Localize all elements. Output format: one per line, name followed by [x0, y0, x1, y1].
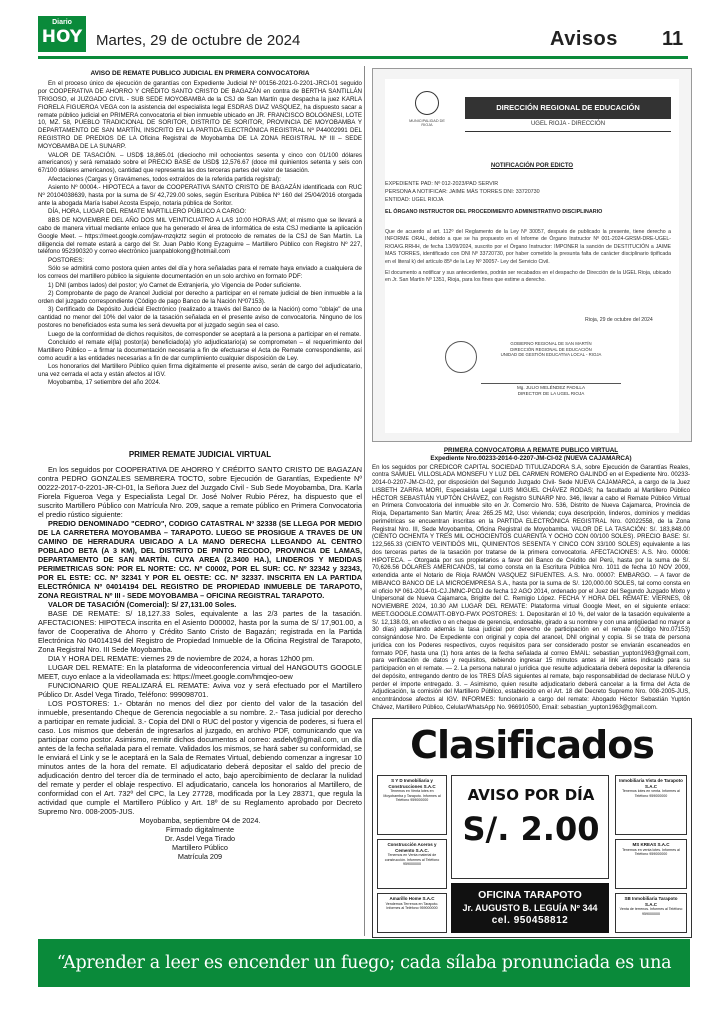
notice-remate-primera-convocatoria: [38, 70, 362, 445]
notice-paragraph: Concluido el remate el(la) postor(a) beneficiado(a) y/o adjudicatario(a) se comprometen – el requerimiento del Martillero Público – a firmar la documentación necesaria a fin de efectuarse el Acta de Remate correspondiente, así como acudir a las entidades necesarias a fin de dar cumplimiento cualquier disposición de Ley.: [38, 338, 362, 362]
signature-line: Moyobamba, septiembre 04 de 2024.: [139, 816, 261, 825]
stamp-line: DIRECCIÓN REGIONAL DE EDUCACIÓN: [510, 346, 592, 352]
notice-paragraph: En los seguidos por COOPERATIVA DE AHORRO Y CRÉDITO SANTO CRISTO DE BAGAZAN contra PEDRO GONZALES SEMBRERA TOCTO, sobre Ejecución de Garantías, Expediente Nº 00222-2017-0-2201-JR-CI-01, la Señora Juez del Juzgado Civil - Sub Sede Moyobamba, Dra. Karla Fiorela Figueroa Vega y Especialista Legal Dr. José Nolver Rubio Pérez, ha dispuesto que el suscrito Martillero Público con Matrícula Nro. 209, saque a remate público en Primera Convocatoria el predio rústico siguiente:: [38, 465, 362, 519]
signature-line: Martillero Público: [172, 843, 228, 852]
notice-paragraph: Moyobamba, 17 setiembre del año 2024.: [48, 379, 161, 387]
newspaper-logo: [38, 16, 86, 52]
notice-paragraph: LUGAR DEL REMATE: En la plataforma de videoconferencia virtual del HANGOUTS GOOGLE MEET, cuyo enlace a la videollamada es: https://meet.google.com/hmqjeo-oew: [38, 663, 362, 681]
notice-primer-remate-virtual: [38, 450, 362, 950]
ad-text: Tenemos en venta lotes. Informes al Teléfono 959000000: [622, 847, 680, 856]
ad-name: SB Inmobiliaria Tarapoto S.A.C: [624, 896, 678, 907]
notice-paragraph: 1) DNI (ambos lados) del postor; y/o Carnet de Extranjería, y/o Vigencia de Poder suficiente.: [48, 281, 302, 289]
ad-name: Construcción Aceros y Cemento S.A.C.: [387, 842, 437, 853]
signer: [481, 383, 621, 397]
issue-date: Martes, 29 de octubre de 2024: [96, 32, 301, 49]
notice-paragraph: Asiento Nº 00004.- HIPOTECA a favor de COOPERATIVA SANTO CRISTO DE BAGAZÁN identificada con RUC Nº 20104038639, hasta por la suma de S/ 42,729.00 soles, según Escritura Pública Nº 160 del 25/04/2016 otorgada ante la abogada María Isabel Acosta Espejo, notaria pública de Soritor.: [38, 184, 362, 207]
ad-text: Tenemos en Venta lotes en Moyobamba y Tarapoto. Informes al Teléfono 959000000: [383, 789, 441, 802]
stamp-line: UNIDAD DE GESTIÓN EDUCATIVA LOCAL - RIOJA: [500, 352, 602, 358]
notice-paragraph: Luego de la conformidad de dichos requisitos, de corresponder se aceptará a la persona a participar en el remate.: [48, 330, 362, 338]
header-rule: [38, 56, 688, 59]
page-number: 11: [662, 28, 684, 50]
notice-paragraph: 2) Comprobante de pago de Arancel Judicial por derecho a participar en el remate judicial de bien inmueble a la orden del juzgado correspondiente (Código de pago Banco de la Nación Nº07153).: [38, 289, 362, 305]
classified-ad: [615, 775, 687, 835]
notice-paragraph: BASE DE REMATE: S/ 18,127.33 Soles, equivalente a las 2/3 partes de la tasación. AFECTACIONES: HIPOTECA inscrita en el Asiento D00002, hasta por la suma de S/ 17,901.00, a favor de Cooperativa de Ahorro y Crédito Santo Cristo de Bagazán; registrada en la Partida Electrónica No 04014194 del Registro de Propiedad Inmueble de la Oficina Registral de Tarapoto, Zona Registral Nro. III Sede Moyobamba.: [38, 609, 362, 654]
signature-line: Matrícula 209: [177, 852, 223, 861]
edict-meta-line: ENTIDAD: UGEL RIOJA: [385, 197, 444, 203]
price-box: [451, 775, 609, 879]
notice-paragraph: Sólo se admitirá como postora quien antes del día y hora señaladas para el remate haya enviado a cualquiera de los correos del martillero público la siguiente documentación en un solo archivo en formato PDF:: [38, 265, 362, 281]
office-address: Jr. AUGUSTO B. LEGUÍA Nº 344: [462, 903, 598, 913]
price-label: AVISO POR DÍA: [467, 786, 595, 804]
signature-line: Firmado digitalmente: [165, 825, 235, 834]
ad-name: MS KREAS S.A.C: [632, 842, 670, 847]
ad-text: Tenemos en Venta material de construcción. Informes al Teléfono 959000000: [384, 853, 440, 866]
official-seal-icon: [445, 341, 477, 373]
notice-paragraph: En los seguidos por CREDICOR CAPITAL SOCIEDAD TITULIZADORA S.A, sobre Ejecución de Garantías Reales, contra SAMUEL VILLOSLADA MONSEFU Y LUZ DEL CARMEN ROMERO GALINDO en el Expediente Nro. 00233-2014-0-2207-JM-CI-02, por disposición del Segundo Juzgado Civil- Sede NUEVA CAJAMARCA, a cargo de la Juez LISBETH ZARRIA MORI, Especialista Legal LUIS MIGUEL CHÁVEZ RODAS; ha facultado al Martillero Público HÉCTOR SEBASTIÁN YUPTÓN CHÁVEZ, con Registro SUNARP Nro. 346, llevar a cabo el Remate Público Virtual en Primera Convocatoria del inmueble sito en Jr. Comercio Nro. 536, Distrito de Nueva Cajamarca, Provincia de Rioja, Departamento San Martín; Área: 265.25 M2, Uso: vivienda; cuya descripción, linderos, dominios y medidas perimétricas se encuentran inscritas en la PARTIDA ELECTRÓNICA REGISTRAL Nro. 02022558, de la Zona Registral Nro. III, Sede Moyobamba, Oficina Registral de Moyobamba. VALOR DE LA TASACIÓN: S/. 183,848.00 (CIENTO OCHENTA Y TRES MIL OCHOCIENTOS CUARENTA Y OCHO CON 00/100 SOLES). PRECIO BASE: S/. 122,565.33 (CIENTO VEINTIDÓS MIL, QUINIENTOS SESENTA Y CINCO CON 33/100 SOLES) equivalente a las dos terceras partes de la tasación por tratarse de la primera convocatoria. AFECTACIONES: A.S. Nro. 00006: HIPOTECA. – Otorgada por sus propietarios a favor del Banco de Crédito del Perú, hasta por la suma de S/. 70,626.56 DÓLARES AMERICANOS, tal como consta en la Escritura Pública Nro. 1011 de fecha 10 NOV 2009, extendida ante el Notario de Rioja RAMÓN VASQUEZ SIFUENTES. A.S. Nro. 00007: EMBARGO. – A favor de MIBANCO BANCO DE LA MICROEMPRESA S.A., hasta por la suma de S/. 120,000.00 SOLES, tal como consta en el oficio Nº 061-2014-01-CJ.JMNC-PCDJ de fecha 12 AGO 2014, ordenado por el Juez del Segundo Juzgado Mixto y Unipersonal de Nueva Cajamarca, Brigitte del C. Remigio López. FECHA Y HORA DEL REMATE: VIERNES, 08 NOVIEMBRE 2024, 10.30 AM LUGAR DEL REMATE: Plataforma virtual Google Meet, en el siguiente enlace: MEET.GOOGLE.COM/ATT-OBYO-FWX POSTORES: 1. Depositarán el 10 %, del valor de la tasación equivalente a S/. 12,138.03, en efectivo o en cheque de gerencia, endosable, girado a su nombre y con una antigüedad no mayor a 30 días) adjuntando además la tasa judicial por derecho de participación en el remate (Código Nro.07153) consignándose Nro. De Expediente con original y copia del arancel, DNI original y copia. Si se trata de persona jurídica con los Poderes respectivos, cuyos requisitos para ser considerado postor se enviarán escaneados en formato PDF, hasta una (1) hora antes de la fecha señalada al correo EMAIL: sebastian_yupton1963@gmail.com, para verificación de datos y requisitos, debiendo ingresar 15 minutos antes al link antes indicado para su participación en el remate. — 2. La persona natural o jurídica que resulte adjudicataria deberá depositar la diferencia del depósito, entregando dentro de los TRES DÍAS siguientes al remate, bajo responsabilidad de declarase NULO y perder el importe entregado. 3. – Asimismo, quien resulte adjudicatario deberá cancelar a la firma del Acta de Adjudicación, la comisión del Martillero Público, establecido en el Art. 18 del Decreto Supremo Nro. 008-2005-JUS, encontrándose afectos al IGV. INFORMES: funcionario a cargo del remate: Abogado Héctor Sebastián Yuptón Chávez, Martillero Público, Celular/WhatsApp No. 966910500, Email: sebastian_yupton1963@gmail.com.: [372, 463, 690, 711]
signer-name: Mg. JULIO MELÉNDEZ PADILLA: [516, 385, 586, 390]
notice-paragraph: FUNCIONARIO QUE REALIZARÁ EL REMATE: Aviva voz y será efectuado por el Martillero Público Dr. Asdel Vega Tirado, Teléfono: 999098701.: [38, 681, 362, 699]
notice-paragraph: DIA Y HORA DEL REMATE: viernes 29 de noviembre de 2024, a horas 12h00 pm.: [48, 654, 315, 663]
edict-meta: [385, 180, 679, 204]
logo-main-text: HOY: [41, 27, 83, 47]
logo-small-text: Diario: [52, 19, 72, 26]
section-name: Avisos: [550, 28, 618, 50]
notice-paragraph: Afectaciones (Cargas y Gravámenes, todos extraídos de la referida partida registral):: [48, 175, 281, 183]
edict-paragraph: Que de acuerdo al art. 112º del Reglamento de la Ley Nº 30057, después de publicado la presente, tiene derecho a INFORME ORAL, debido a que se ha propuesto en el Informe de Órgano Instructor Nº 001-2024-GRSM-DRE-UGEL-R/OA/G.RRHH, de fecha 13/09/2024, suscrito por el Órgano Instructor: IMPONER la sanción de DESTITUCIÓN a JAIME MAS TORRES, identificado con DNI Nº 33720730, por haber cometido la presunta falta de carácter disciplinario tipificada en el literal k) del artículo 85º de la Ley Nº 30057- Ley del Servicio Civil.: [385, 229, 671, 265]
classified-ad: [615, 839, 687, 889]
edict-body: [385, 229, 671, 285]
quote-banner: “Aprender a leer es encender un fuego; cada sílaba pronunciada es una chispa”.: [38, 939, 690, 987]
agency-band: DIRECCIÓN REGIONAL DE EDUCACIÓN: [465, 97, 671, 119]
municipal-shield-icon: [415, 91, 439, 115]
ad-text: Tenemos lotes en venta. Informes al Teléfono 959000000: [622, 789, 680, 798]
notice-paragraph: 8BS DE NOVIEMBRE DEL AÑO DOS MIL VEINTICUATRO A LAS 10:00 HORAS AM; el mismo que se llevará a cabo de manera virtual mediante enlace que ha generado el área de informática de esta CSJ mediante la aplicación Google Meet. – https://meet.google.com/jaw-mzqkztz según el protocolo de remates de la CSJ de San Martín. La diligencia del remate estará a cargo del Sr. Juan Pablo Kong Eyzaguirre – Martillero Público con Registro Nº 227, teléfono 952390320 y correo electrónico juanpablokong@hotmail.com: [38, 216, 362, 256]
office-name: OFICINA TARAPOTO: [478, 889, 582, 901]
edict-organ: EL ÓRGANO INSTRUCTOR DEL PROCEDIMIENTO ADMINISTRATIVO DISCIPLINARIO: [385, 209, 603, 215]
notice-paragraph: En el proceso único de ejecución de garantías con Expediente Judicial Nº 00156-2021-0-2201-JRCI-01 seguido por COOPERATIVA DE AHORRO Y CRÉDITO SANTO CRISTO DE BAGAZÁN en contra de BERTHA SANTILLÁN TRIGOSO, el JUZGADO CIVIL - SUB SEDE MOYOBAMBA de la CSJ de San Martín que despacha la juez KARLA FIORELA FIGUEROA VEGA con la asistencia del especialista legal ESDRAS DIAZ VASQUEZ, ha dispuesto sacar a remate público judicial en PRIMERA convocatoria el bien inmueble ubicado en JR. FRANCISCO BOLOGNESI, LOTE 10, MZ. 58, PUEBLO TRADICIONAL DE SORITOR, DISTRITO DE SORITOR, PROVINCIA DE MOYOBAMBA Y DEPARTAMENTO DE SAN MARTÍN, INSCRITO EN LA PARTIDA ELECTRÓNICA REGISTRAL Nº P44002991 DEL REGISTRO DE PREDIOS DE LA Oficina Registral de Moyobamba DE LA ZONA REGISTRAL Nº III – SEDE MOYOBAMBA DE LA SUNARP.: [38, 79, 362, 151]
edict-paragraph: El documento a notificar y sus antecedentes, podrán ser recabados en el despacho de Dirección de la UGEL Rioja, ubicado en Jr. San Martín Nº 1351, Rioja, para los fines que estime a derecho.: [385, 270, 671, 284]
classified-ad: [377, 775, 447, 835]
notice-paragraph: 3) Certificado de Depósito Judicial Electrónico (realizado a través del Banco de la Nación) como "oblaje" de una cantidad no menor del 10% del valor de la tasación señalada en el presente aviso de convocatoria. Ninguno de los postores no beneficiados esta suma les será devuelta por el juzgado según sea el caso.: [38, 306, 362, 330]
municipality-name: MUNICIPALIDAD DE RIOJA: [409, 119, 445, 127]
official-stamp: [481, 341, 621, 358]
ad-text: Venta de terrenos. Informes al Teléfono 959000000: [619, 907, 683, 916]
notice-paragraph: VALOR DE TASACIÓN. – USD$ 18,865.01 (dieciocho mil ochocientos sesenta y cinco con 01/100 dólares americanos) y será rematado sobre el PRECIO BASE de USD$ 12,576.67 (doce mil quinientos setenta y seis con 67/100 dólares americanos), cantidad que representa las dos terceras partes del valor de tasación.: [38, 151, 362, 175]
notice-paragraph: POSTORES:: [48, 256, 84, 264]
agency-rule: [465, 131, 671, 132]
stamp-line: GOBIERNO REGIONAL DE SAN MARTÍN: [510, 341, 592, 346]
ad-name: Inmobiliaria Vista de Tarapoto S.A.C: [619, 778, 683, 789]
ad-name: S Y D Inmobiliaria y Construcciones S.A.C: [388, 778, 436, 789]
scanned-edict-document: [372, 68, 692, 442]
signer-title: DIRECTOR DE LA UGEL RIOJA: [517, 391, 585, 396]
classifieds-title: Clasificados: [410, 723, 654, 767]
notice-title: PRIMERA CONVOCATORIA A REMATE PÚBLICO VIRTUAL: [443, 447, 619, 454]
office-box: [451, 883, 609, 933]
notice-paragraph: VALOR DE TASACIÓN (Comercial): S/ 27,131.00 Soles.: [48, 600, 237, 609]
classified-ad: [377, 839, 447, 889]
notice-paragraph: PREDIO DENOMINADO "CEDRO", CODIGO CATASTRAL Nº 32338 (SE LLEGA POR MEDIO DE LA CARRETERA MOYOBAMBA – TARAPOTO. LUEGO SE PROSIGUE A TRAVES DE UN CAMINO DE HERRADURA UBICADO A LA MANO DERECHA LLEGANDO AL CENTRO POBLADO BETA (A 3 KM), DEL DISTRITO DE PINTO RECODO, PROVINCIA DE LAMAS, DEPARTAMENTO DE SAN MARTÍN. CUYA AREA (2.3400 HA.), LINDEROS Y MEDIDAS PERIMETRICAS SON: POR EL NORTE: CC. Nº C0002, POR EL SUR: CC. Nº 32342 y 32343, POR EL ESTE: CC. Nº 32341 Y POR EL OESTE: CC. Nº 32337. INSCRITA EN LA PARTIDA ELECTRÓNICA Nº 04014194 DEL REGISTRO DE PROPIEDAD INMUEBLE DE TARAPOTO, ZONA REGISTRAL Nº III - SEDE MOYOBAMBA – OFICINA REGISTRAL TARAPOTO.: [38, 519, 362, 600]
notice-paragraph: Los honorarios del Martillero Público quien firma digitalmente el presente aviso, serán de cargo del adjudicatario, una vez cerrada el acta y están afectos al IGV.: [38, 363, 362, 379]
column-divider: [364, 66, 365, 936]
signature-line: Dr. Asdel Vega Tirado: [164, 834, 236, 843]
notice-subtitle: Expediente Nro.00233-2014-0-2207-JM-CI-02 (NUEVA CAJAMARCA): [430, 454, 632, 462]
classified-ad: [377, 893, 447, 933]
notice-title: AVISO DE REMATE PÚBLICO JUDICIAL EN PRIMERA CONVOCATORIA: [90, 70, 310, 77]
edict-meta-line: EXPEDIENTE PAD: Nº 012-2023/PAD SERVIR: [385, 181, 499, 187]
ad-name: Amarillo Home S.A.C: [389, 896, 435, 901]
notice-title: PRIMER REMATE JUDICIAL VIRTUAL: [128, 450, 272, 459]
price-value: S/. 2.00: [462, 810, 600, 848]
edict-title: NOTIFICACIÓN POR EDICTO: [490, 163, 574, 169]
notice-paragraph: LOS POSTORES: 1.- Obtarán no menos del diez por ciento del valor de la tasación del inmueble, presentando Cheque de Gerencia negociable a su nombre. 2.- Tasa judicial por derecho a participar en remate judicial. 3.- Copia del DNI o RUC del postor y vigencia de poderes, si fuera el caso. Los mismos que deberán de ingresarlos al juzgado, en archivo PDF, comunicando que va participar como postor. Asimismo, remitir dichos documentos al correo: asdelvt@gmail.com, un día antes de la fecha señalada para el remate. Validados los mismos, se hará saber su conformidad, se le enviará el Link y se le aceptará en la Sala de Remates Virtual, debiendo comenzar a ingresar 10 minutos antes de la hora del remate. El adjudicatario deberá depositar el saldo del precio de adjudicación dentro del tercer día de terminado el acto, bajo apercibimiento de declarar la nulidad del remate y perder el oblaje respectivo. El adjudicatario, cancela los honorarios al Martillero, de conformidad con el Art. 732º del CPC, la Ley 27728, modificada por la Ley 28371, que regula la actividad que cumple el Martillero Público y Art. 18º de su Reglamento aprobado por Decreto Supremo Nro. 008-2005-JUS.: [38, 699, 362, 816]
notice-remate-nueva-cajamarca: [372, 447, 690, 712]
agency-subtitle: UGEL RIOJA - DIRECCIÓN: [530, 121, 606, 127]
ad-text: Vendemos Terrenos en Tarapoto. Informes al Teléfono 959000000: [385, 901, 439, 910]
classified-ad: [615, 893, 687, 933]
notice-paragraph: DÍA, HORA, LUGAR DEL REMATE MARTILLERO PÚBLICO A CARGO:: [48, 208, 247, 216]
classifieds-box: [372, 718, 692, 938]
edict-date: Rioja, 29 de octubre del 2024: [585, 317, 653, 323]
office-phone: cel. 950458812: [491, 915, 569, 926]
edict-meta-line: PERSONA A NOTIFICAR: JAIME MÁS TORRES DNI: 33720730: [385, 189, 540, 195]
